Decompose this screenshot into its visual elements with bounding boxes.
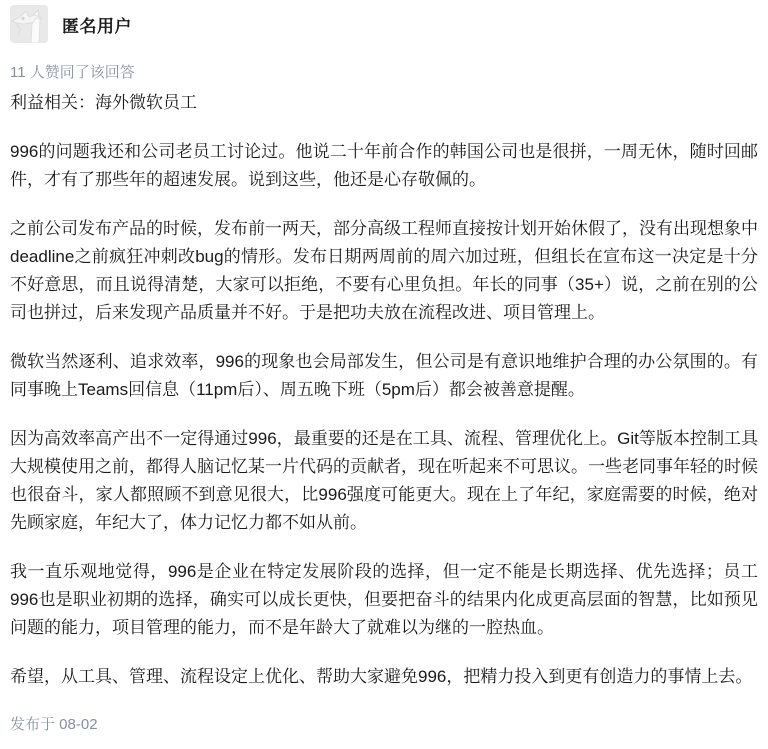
anonymous-avatar[interactable] bbox=[10, 5, 48, 43]
answer-paragraph-disclaimer: 利益相关：海外微软员工 bbox=[10, 93, 197, 112]
publish-time-link[interactable]: 发布于 08-02 bbox=[10, 716, 98, 733]
answer-paragraph: 微软当然逐利、追求效率，996的现象也会局部发生，但公司是有意识地维护合理的办公氛围的。有同事晚上Teams回信息（11pm后）、周五晚下班（5pm后）都会被善意提醒。 bbox=[10, 352, 758, 399]
answer-content bbox=[10, 89, 758, 691]
author-name: 匿名用户 bbox=[62, 16, 132, 36]
answer-paragraph: 因为高效率高产出不一定得通过996，最重要的还是在工具、流程、管理优化上。Git等版本控制工具大规模使用之前，都得人脑记忆某一片代码的贡献者，现在听起来不可思议。一些老同事年轻的时候也很奋斗，家人都照顾不到意见很大，比996强度可能更大。现在上了年纪，家庭需要的时候，绝对先顾家庭，年纪大了，体力记忆力都不如从前。 bbox=[10, 429, 758, 532]
answer-paragraph: 之前公司发布产品的时候，发布前一两天，部分高级工程师直接按计划开始休假了，没有出现想象中deadline之前疯狂冲刺改bug的情形。发布日期两周前的周六加过班，但组长在宣布这一决定是十分不好意思，而且说得清楚，大家可以拒绝，不要有心里负担。年长的同事（35+）说，之前在别的公司也拼过，后来发现产品质量并不好。于是把功夫放在流程改进、项目管理上。 bbox=[10, 219, 758, 322]
answer-paragraph: 希望，从工具、管理、流程设定上优化、帮助大家避免996，把精力投入到更有创造力的事情上去。 bbox=[10, 667, 753, 686]
answer-paragraph: 996的问题我还和公司老员工讨论过。他说二十年前合作的韩国公司也是很拼，一周无休，随时回邮件，才有了那些年的超速发展。说到这些，他还是心存敬佩的。 bbox=[10, 142, 758, 189]
anonymous-animal-icon bbox=[10, 5, 48, 43]
author-row bbox=[10, 2, 758, 46]
answer-paragraph: 我一直乐观地觉得，996是企业在特定发展阶段的选择，但一定不能是长期选择、优先选择；员工996也是职业初期的选择，确实可以成长更快，但要把奋斗的结果内化成更高层面的智慧，比如预见问题的能力，项目管理的能力，而不是年龄大了就难以为继的一腔热血。 bbox=[10, 562, 758, 637]
upvote-count-text: 11 人赞同了该回答 bbox=[10, 64, 135, 81]
